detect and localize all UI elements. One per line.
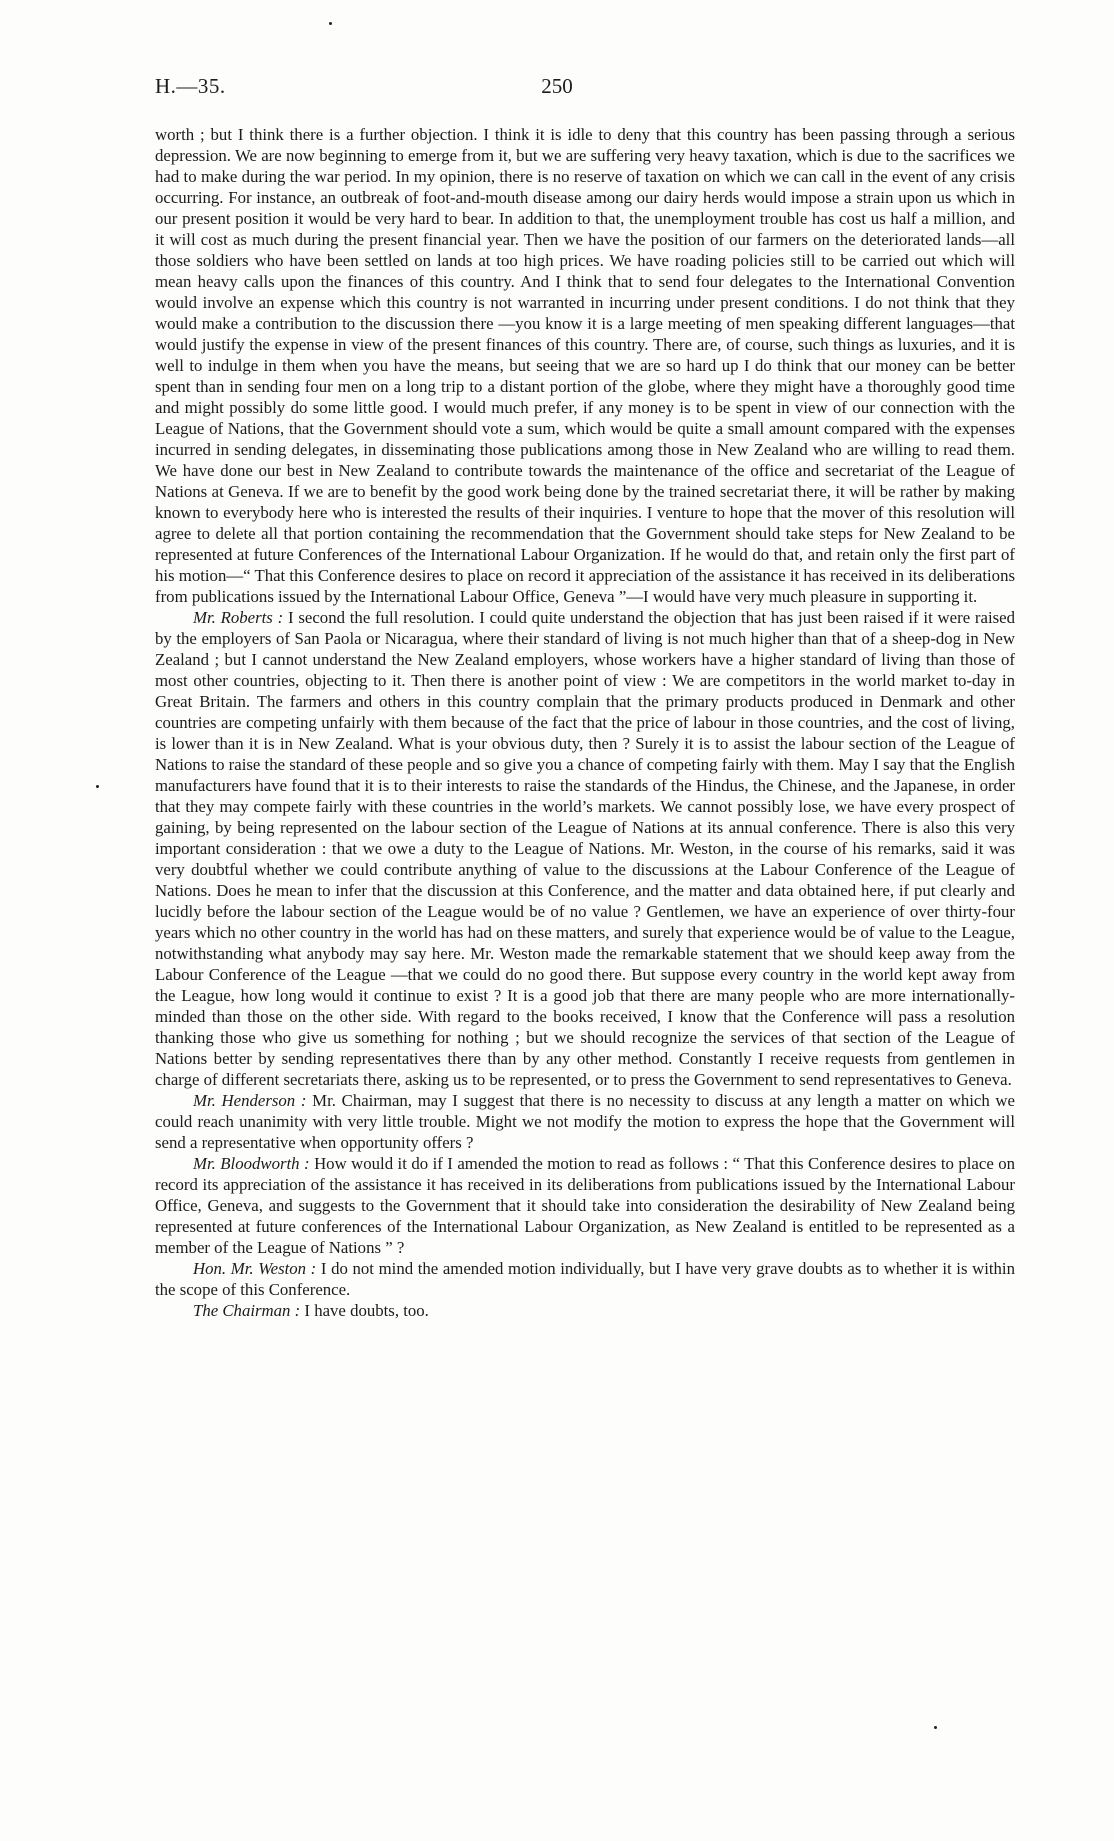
paragraph — [155, 1300, 1015, 1321]
speaker-name: The Chairman : — [193, 1301, 301, 1320]
scan-speck — [934, 1726, 937, 1729]
speaker-name: Mr. Roberts : — [193, 608, 284, 627]
paragraph — [155, 1153, 1015, 1258]
paragraph — [155, 607, 1015, 1090]
scan-speck — [96, 785, 99, 788]
paragraph-text: worth ; but I think there is a further objection. I think it is idle to deny that this country has been passing through a serious depression. We are now beginning to emerge from it, but we are suffering very heavy taxation, which is due to the sacrifices we had to make during the war period. In my opinion, there is no reserve of taxation on which we can call in the event of any crisis occurring. For instance, an outbreak of foot-and-mouth disease among our dairy herds would impose a strain upon us which in our present position it would be very hard to bear. In addition to that, the unemployment trouble has cost us half a million, and it will cost as much during the present financial year. Then we have the position of our farmers on the deteriorated lands—all those soldiers who have been settled on lands at too high prices. We have roading policies still to be carried out which will mean heavy calls upon the finances of this country. And I think that to send four delegates to the International Convention would involve an expense which this country is not warranted in incurring under present conditions. I do not think that they would make a contribution to the discussion there —you know it is a large meeting of men speaking different languages—that would justify the expense in view of the present finances of this country. There are, of course, such things as luxuries, and it is well to indulge in them when you have the means, but seeing that we are so hard up I do think that our money can be better spent than in sending four men on a long trip to a distant portion of the globe, where they might have a thoroughly good time and might possibly do some little good. I would much prefer, if any money is to be spent in view of our connection with the League of Nations, that the Government should vote a sum, which would be quite a small amount compared with the expenses incurred in sending delegates, in disseminating those publications among those in New Zealand who are willing to read them. We have done our best in New Zealand to contribute towards the maintenance of the office and secretariat of the League of Nations at Geneva. If we are to benefit by the good work being done by the trained secretariat there, it will be rather by making known to everybody here who is interested the results of their inquiries. I venture to hope that the mover of this resolution will agree to delete all that portion containing the recommendation that the Government should take steps for New Zealand to be represented at future Conferences of the International Labour Organization. If he would do that, and retain only the first part of his motion—“ That this Conference desires to place on record it appreciation of the assistance it has received in its deliberations from publications issued by the International Labour Office, Geneva ”—I would have very much pleasure in supporting it. — [155, 125, 1015, 606]
speaker-name: Mr. Bloodworth : — [193, 1154, 310, 1173]
speaker-name: Mr. Henderson : — [193, 1091, 307, 1110]
paragraph-text: I do not mind the amended motion individually, but I have very grave doubts as to whether it is within the scope of this Conference. — [155, 1259, 1015, 1299]
document-reference: H.—35. — [155, 74, 226, 98]
paragraph-text: Mr. Chairman, may I suggest that there is no necessity to discuss at any length a matter on which we could reach unanimity with very little trouble. Might we not modify the motion to express the hope that the Government will send a representative when opportunity offers ? — [155, 1091, 1015, 1152]
page-number: 250 — [541, 74, 573, 98]
scan-speck — [329, 22, 332, 25]
paragraph — [155, 1258, 1015, 1300]
paragraph-text: How would it do if I amended the motion to read as follows : “ That this Conference desires to place on record its appreciation of the assistance it has received in its deliberations from publications issued by the International Labour Office, Geneva, and suggests to the Government that it should take into consideration the desirability of New Zealand being represented at future conferences of the International Labour Organization, as New Zealand is entitled to be represented as a member of the League of Nations ” ? — [155, 1154, 1016, 1257]
paragraph — [155, 1090, 1015, 1153]
body-text — [155, 124, 1015, 1321]
speaker-name: Hon. Mr. Weston : — [193, 1259, 317, 1278]
paragraph-text: I second the full resolution. I could quite understand the objection that has just been raised if it were raised by the employers of San Paola or Nicaragua, where their standard of living is not much higher than that of a sheep-dog in New Zealand ; but I cannot understand the New Zealand employers, whose workers have a higher standard of living than those of most other countries, objecting to it. Then there is another point of view : We are competitors in the world market to-day in Great Britain. The farmers and others in this country complain that the primary products produced in Denmark and other countries are competing unfairly with them because of the fact that the price of labour in those countries, and the cost of living, is lower than it is in New Zealand. What is your obvious duty, then ? Surely it is to assist the labour section of the League of Nations to raise the standard of these people and so give you a chance of competing fairly with them. May I say that the English manufacturers have found that it is to their interests to raise the standards of the Hindus, the Chinese, and the Japanese, in order that they may compete fairly with these countries in the world’s markets. We cannot possibly lose, we have every prospect of gaining, by being represented on the labour section of the League of Nations at its annual conference. There is also this very important consideration : that we owe a duty to the League of Nations. Mr. Weston, in the course of his remarks, said it was very doubtful whether we could contribute anything of value to the discussions at the Labour Conference of the League of Nations. Does he mean to infer that the discussion at this Conference, and the matter and data obtained here, if put clearly and lucidly before the labour section of the League would be of no value ? Gentlemen, we have an experience of over thirty-four years which no other country in the world has had on these matters, and surely that experience would be of value to the League, notwithstanding what anybody may say here. Mr. Weston made the remarkable statement that we should keep away from the Labour Conference of the League —that we could do no good there. But suppose every country in the world kept away from the League, how long would it continue to exist ? It is a good job that there are many people who are more internationally-minded than those on the other side. With regard to the books received, I know that the Conference will pass a resolution thanking those who give us something for nothing ; but we should recognize the services of that section of the League of Nations better by sending representatives there than by any other method. Constantly I receive requests from gentlemen in charge of different secretariats there, asking us to be represented, or to press the Government to send representatives to Geneva. — [155, 608, 1015, 1089]
page-header — [155, 74, 959, 102]
paragraph — [155, 124, 1015, 607]
paragraph-text: I have doubts, too. — [300, 1301, 429, 1320]
